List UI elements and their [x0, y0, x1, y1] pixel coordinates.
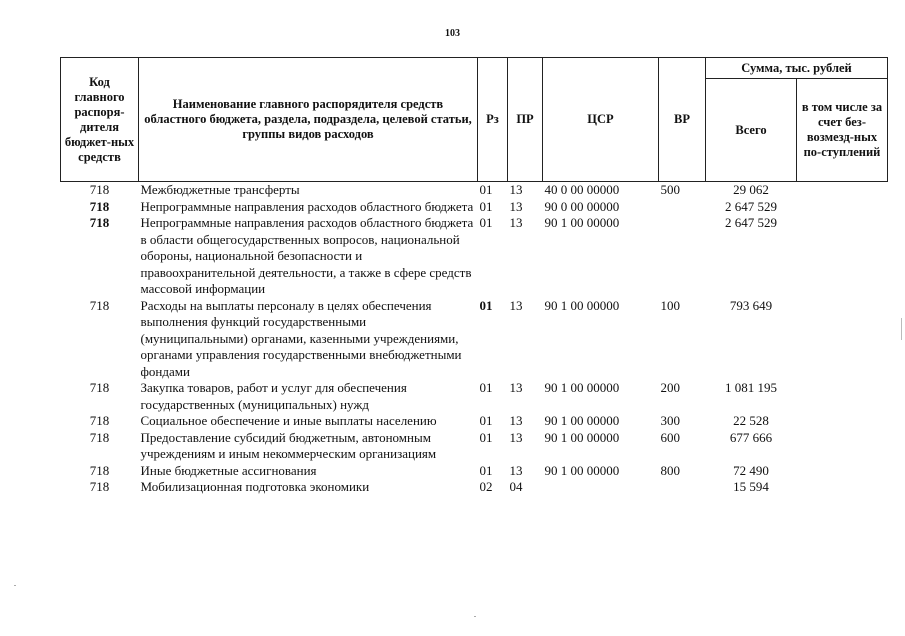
row-total: 793 649 [729, 297, 773, 313]
row-vr [659, 479, 706, 496]
row-code: 718 [89, 198, 110, 214]
row-csr: 90 1 00 00000 [544, 429, 620, 445]
row-csr: 90 1 00 00000 [544, 413, 620, 428]
row-pr: 13 [509, 198, 523, 214]
row-free [797, 479, 888, 496]
row-name: Предоставление субсидий бюджетным, автономным учреждениям и иным некоммерческим организациям [140, 429, 437, 461]
row-name: Расходы на выплаты персоналу в целях обеспечения выполнения функций государственными (муниципальными) органами, казенными учреждениями, органами управления государственными внебюджетными фондами [140, 297, 462, 379]
row-csr: 90 1 00 00000 [544, 297, 620, 313]
row-free [797, 430, 888, 463]
row-total: 2 647 529 [725, 198, 777, 214]
row-name: Социальное обеспечение и иные выплаты населению [140, 413, 437, 428]
row-name: Межбюджетные трансферты [140, 182, 300, 197]
row-csr [543, 479, 659, 496]
row-code: 718 [89, 479, 110, 494]
row-csr: 40 0 00 00000 [544, 182, 620, 197]
row-vr: 100 [660, 297, 680, 313]
row-pr: 13 [509, 413, 523, 428]
row-free [797, 413, 888, 430]
row-total: 2 647 529 [725, 215, 777, 230]
row-code: 718 [89, 429, 110, 445]
row-pr: 04 [509, 479, 523, 494]
header-name: Наименование главного распорядителя средств областного бюджета, раздела, подраздела, целевой статьи, группы видов расходов [139, 58, 478, 182]
row-csr: 90 1 00 00000 [544, 215, 620, 230]
row-rz: 01 [479, 297, 493, 313]
row-pr: 13 [509, 462, 523, 478]
row-vr: 500 [660, 182, 680, 197]
row-rz: 01 [479, 215, 493, 230]
row-total: 15 594 [733, 479, 769, 494]
scan-edge-mark [901, 318, 902, 340]
row-name: Непрограммные направления расходов областного бюджета в области общегосударственных вопросов, национальной обороны, национальной безопасности и правоохранительной деятельности, а также в сфере средств массовой информации [140, 215, 474, 296]
row-rz: 01 [479, 182, 493, 197]
row-pr: 13 [509, 182, 523, 197]
header-sum: Сумма, тыс. рублей [706, 58, 888, 79]
row-name: Иные бюджетные ассигнования [140, 462, 317, 478]
row-code: 718 [89, 297, 110, 313]
table-row [61, 182, 888, 199]
header-total: Всего [706, 79, 797, 182]
table-row [61, 380, 888, 413]
header-pr: ПР [508, 58, 543, 182]
table-row [61, 413, 888, 430]
row-name: Непрограммные направления расходов областного бюджета [140, 198, 474, 214]
header-code: Код главного распоря-дителя бюджет-ных средств [61, 58, 139, 182]
scan-speck [474, 616, 476, 617]
row-csr: 90 0 00 00000 [544, 198, 620, 214]
row-vr: 300 [660, 413, 680, 428]
row-code: 718 [89, 413, 110, 428]
row-rz: 01 [479, 198, 493, 214]
row-pr: 13 [509, 297, 523, 313]
row-vr: 800 [660, 462, 680, 478]
header-rz: Рз [478, 58, 508, 182]
budget-table [60, 57, 888, 496]
row-csr: 90 1 00 00000 [544, 380, 620, 395]
table-row [61, 298, 888, 381]
row-total: 29 062 [733, 182, 769, 197]
row-free [797, 182, 888, 199]
row-code: 718 [89, 380, 110, 395]
row-vr: 200 [660, 380, 680, 395]
row-pr: 13 [509, 380, 523, 395]
scan-speck [14, 585, 16, 586]
page-number: 103 [445, 28, 460, 39]
table-row [61, 463, 888, 480]
row-pr: 13 [509, 429, 523, 445]
table-row [61, 199, 888, 216]
row-csr: 90 1 00 00000 [544, 462, 620, 478]
row-vr [659, 199, 706, 216]
row-rz: 01 [479, 413, 493, 428]
row-total: 22 528 [733, 413, 769, 428]
table-row [61, 215, 888, 298]
row-free [797, 298, 888, 381]
row-total: 1 081 195 [725, 380, 777, 395]
row-total: 72 490 [733, 462, 769, 478]
row-rz: 01 [479, 429, 493, 445]
row-free [797, 380, 888, 413]
row-code: 718 [89, 215, 110, 230]
header-csr: ЦСР [543, 58, 659, 182]
row-vr [659, 215, 706, 298]
row-code: 718 [89, 462, 110, 478]
row-vr: 600 [660, 429, 680, 445]
row-total: 677 666 [729, 429, 773, 445]
row-free [797, 215, 888, 298]
row-rz: 01 [479, 462, 493, 478]
row-free [797, 199, 888, 216]
row-name: Мобилизационная подготовка экономики [140, 479, 370, 494]
row-rz: 02 [479, 479, 493, 494]
table-row [61, 479, 888, 496]
row-pr: 13 [509, 215, 523, 230]
header-free: в том числе за счет без-возмезд-ных по-ступлений [797, 79, 888, 182]
row-free [797, 463, 888, 480]
row-rz: 01 [479, 380, 493, 395]
row-code: 718 [89, 182, 110, 197]
row-name: Закупка товаров, работ и услуг для обеспечения государственных (муниципальных) нужд [140, 380, 407, 412]
header-vr: ВР [659, 58, 706, 182]
table-row [61, 430, 888, 463]
